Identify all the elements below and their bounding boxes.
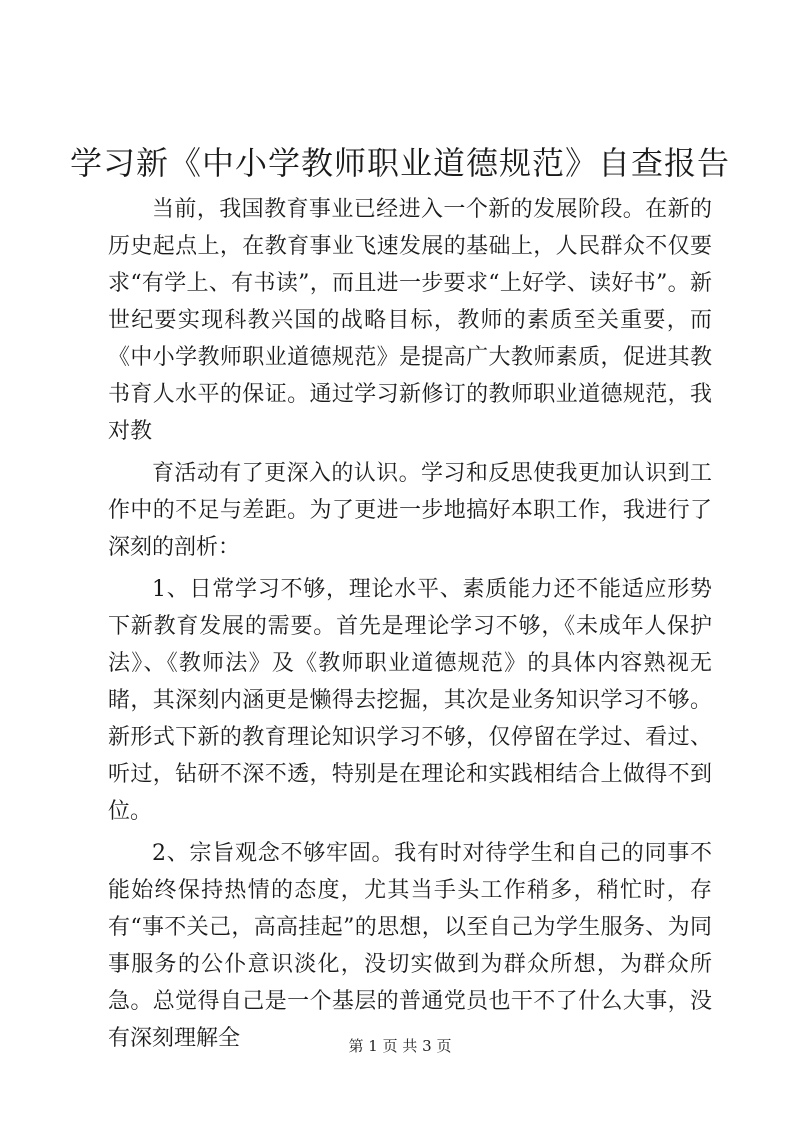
document-body <box>108 191 712 1062</box>
paragraph-point-2: 2、宗旨观念不够牢固。我有时对待学生和自己的同事不能始终保持热情的态度，尤其当手头工作稍多，稍忙时，存有“事不关己，高高挂起”的思想，以至自己为学生服务、为同事服务的公仆意识淡化，没切实做到为群众所想，为群众所急。总觉得自己是一个基层的普通党员也干不了什么大事，没有深刻理解全 <box>108 841 712 1051</box>
document-title: 学习新《中小学教师职业道德规范》自查报告 <box>69 144 730 182</box>
paragraph-reflection: 育活动有了更深入的认识。学习和反思使我更加认识到工作中的不足与差距。为了更进一步地搞好本职工作，我进行了深刻的剖析： <box>108 461 712 560</box>
paragraph-intro: 当前，我国教育事业已经进入一个新的发展阶段。在新的历史起点上，在教育事业飞速发展的基础上，人民群众不仅要求“有学上、有书读”，而且进一步要求“上好学、读好书”。新世纪要实现科教兴国的战略目标，教师的素质至关重要，而《中小学教师职业道德规范》是提高广大教师素质，促进其教书育人水平的保证。通过学习新修订的教师职业道德规范，我对教 <box>108 197 712 444</box>
page-footer: 第 1 页 共 3 页 <box>348 1037 452 1055</box>
paragraph-point-1: 1、日常学习不够，理论水平、素质能力还不能适应形势下新教育发展的需要。首先是理论学习不够，《未成年人保护法》、《教师法》及《教师职业道德规范》的具体内容熟视无睹，其深刻内涵更是懒得去挖掘，其次是业务知识学习不够。新形式下新的教育理论知识学习不够，仅停留在学过、看过、听过，钻研不深不透，特别是在理论和实践相结合上做得不到位。 <box>108 577 712 824</box>
